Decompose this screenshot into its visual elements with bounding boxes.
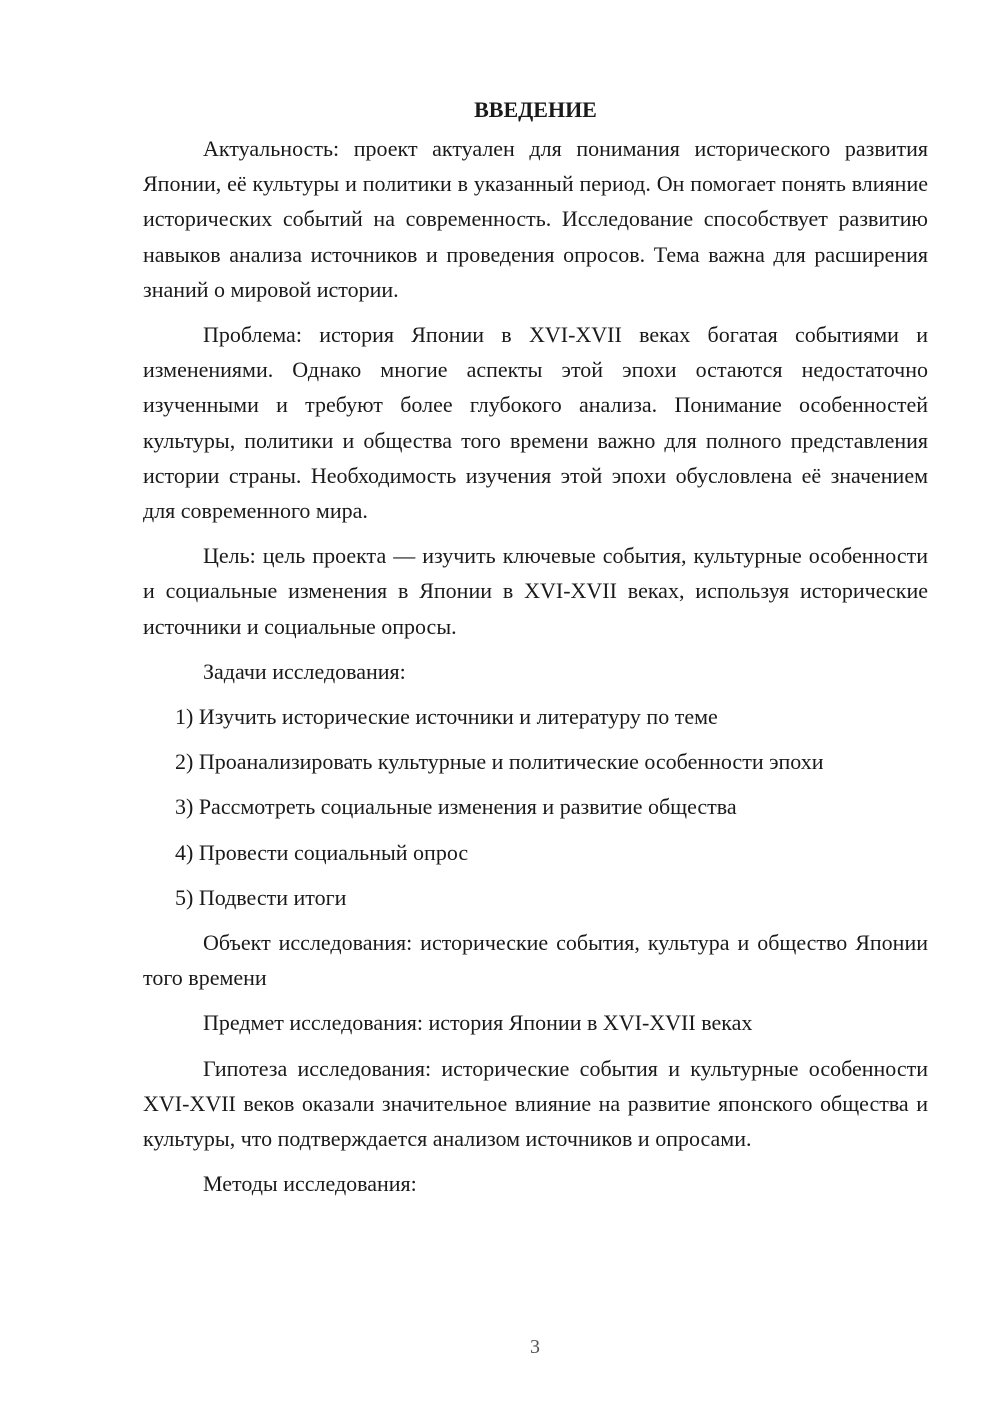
paragraph-subject: Предмет исследования: история Японии в XVI-XVII веках	[203, 1010, 753, 1036]
list-item: 5) Подвести итоги	[175, 884, 347, 910]
paragraph-hypothesis: Гипотеза исследования: исторические события и культурные особенности XVI-XVII веков оказали значительное влияние на развитие японского общества и культуры, что подтверждается анализом источников и опросами.	[143, 1055, 928, 1152]
page-number: 3	[530, 1336, 540, 1358]
list-item: 4) Провести социальный опрос	[175, 839, 469, 865]
document-page	[143, 92, 928, 1211]
paragraph-object: Объект исследования: исторические события, культура и общество Японии того времени	[143, 930, 928, 991]
paragraph-methods: Методы исследования:	[203, 1171, 417, 1197]
paragraph-relevance: Актуальность: проект актуален для понимания исторического развития Японии, её культуры и политики в указанный период. Он помогает понять влияние исторических событий на современность. Исследование способствует развитию навыков анализа источников и проведения опросов. Тема важна для расширения знаний о мировой истории.	[143, 136, 928, 302]
page-heading: ВВЕДЕНИЕ	[474, 97, 597, 122]
list-item: 3) Рассмотреть социальные изменения и развитие общества	[175, 794, 737, 820]
list-item: 2) Проанализировать культурные и политические особенности эпохи	[175, 749, 824, 775]
paragraph-problem: Проблема: история Японии в XVI-XVII веках богатая событиями и изменениями. Однако многие аспекты этой эпохи остаются недостаточно изученными и требуют более глубокого анализа. Понимание особенностей культуры, политики и общества того времени важно для полного представления истории страны. Необходимость изучения этой эпохи обусловлена её значением для современного мира.	[143, 322, 928, 524]
tasks-list	[143, 699, 928, 915]
list-item: 1) Изучить исторические источники и литературу по теме	[175, 704, 718, 730]
paragraph-tasks-heading: Задачи исследования:	[203, 658, 406, 684]
paragraph-goal: Цель: цель проекта — изучить ключевые события, культурные особенности и социальные изменения в Японии в XVI-XVII веках, используя исторические источники и социальные опросы.	[143, 543, 928, 639]
